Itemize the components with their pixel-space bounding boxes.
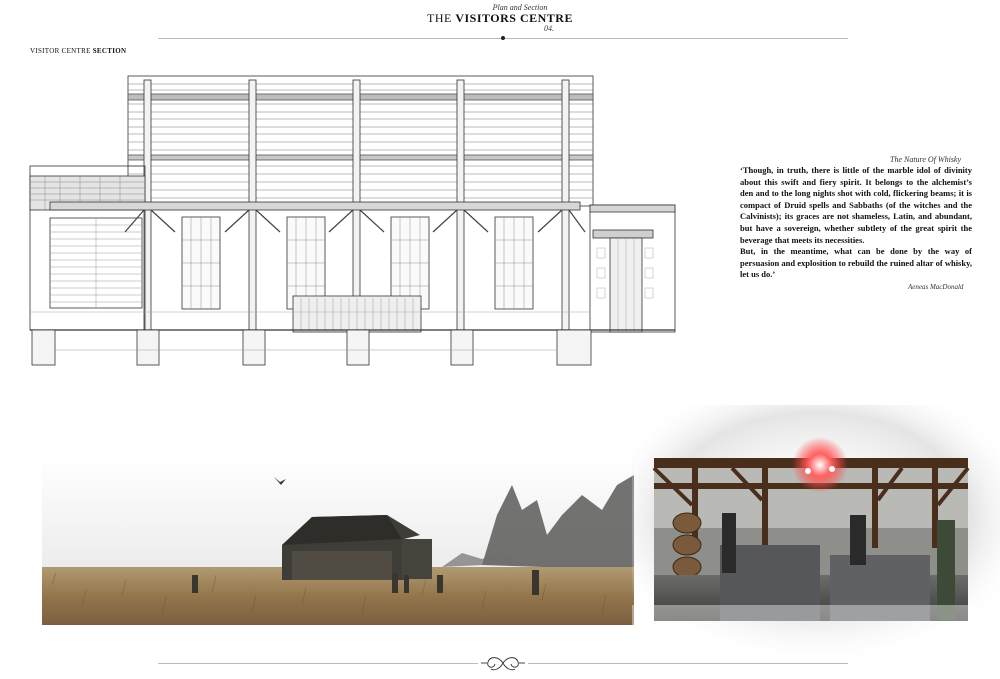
quote-text [740, 165, 972, 281]
page-title-prefix: THE [427, 11, 452, 25]
quote-paragraph-2: But, in the meantime, what can be done by the way of persuasion and explosition to rebuild the ruined altar of whisky, let us do.’ [740, 246, 972, 280]
sheet-number: 04. [544, 24, 554, 33]
page-title [0, 11, 1000, 26]
section-label-prefix: VISITOR CENTRE [30, 47, 91, 55]
page-title-main: VISITORS CENTRE [455, 11, 573, 25]
landscape-render [42, 455, 634, 625]
header-subtitle: Plan and Section [492, 3, 548, 12]
interior-render [632, 405, 1000, 655]
quote-author: Aeneas MacDonald [908, 283, 964, 291]
section-label-bold: SECTION [92, 47, 127, 55]
quote-paragraph-1: ‘Though, in truth, there is little of the marble idol of divinity about this swift and fiery spirit. It belongs to the alchemist’s den and to the long nights shot with cold, flickering beams; it is compact of Druid spells and Sabbaths (of the witches and the Calvinists); its graces are not shameless, Latin, and abundant, but have a sovereign, whether subtlety of the great spirit the beverage that meets its necessities. [740, 165, 972, 245]
dot-marker-icon [501, 36, 505, 40]
quote-title: The Nature Of Whisky [890, 155, 962, 164]
section-label [30, 47, 126, 55]
section-drawing [25, 72, 680, 372]
flourish-ornament-icon [478, 652, 528, 674]
